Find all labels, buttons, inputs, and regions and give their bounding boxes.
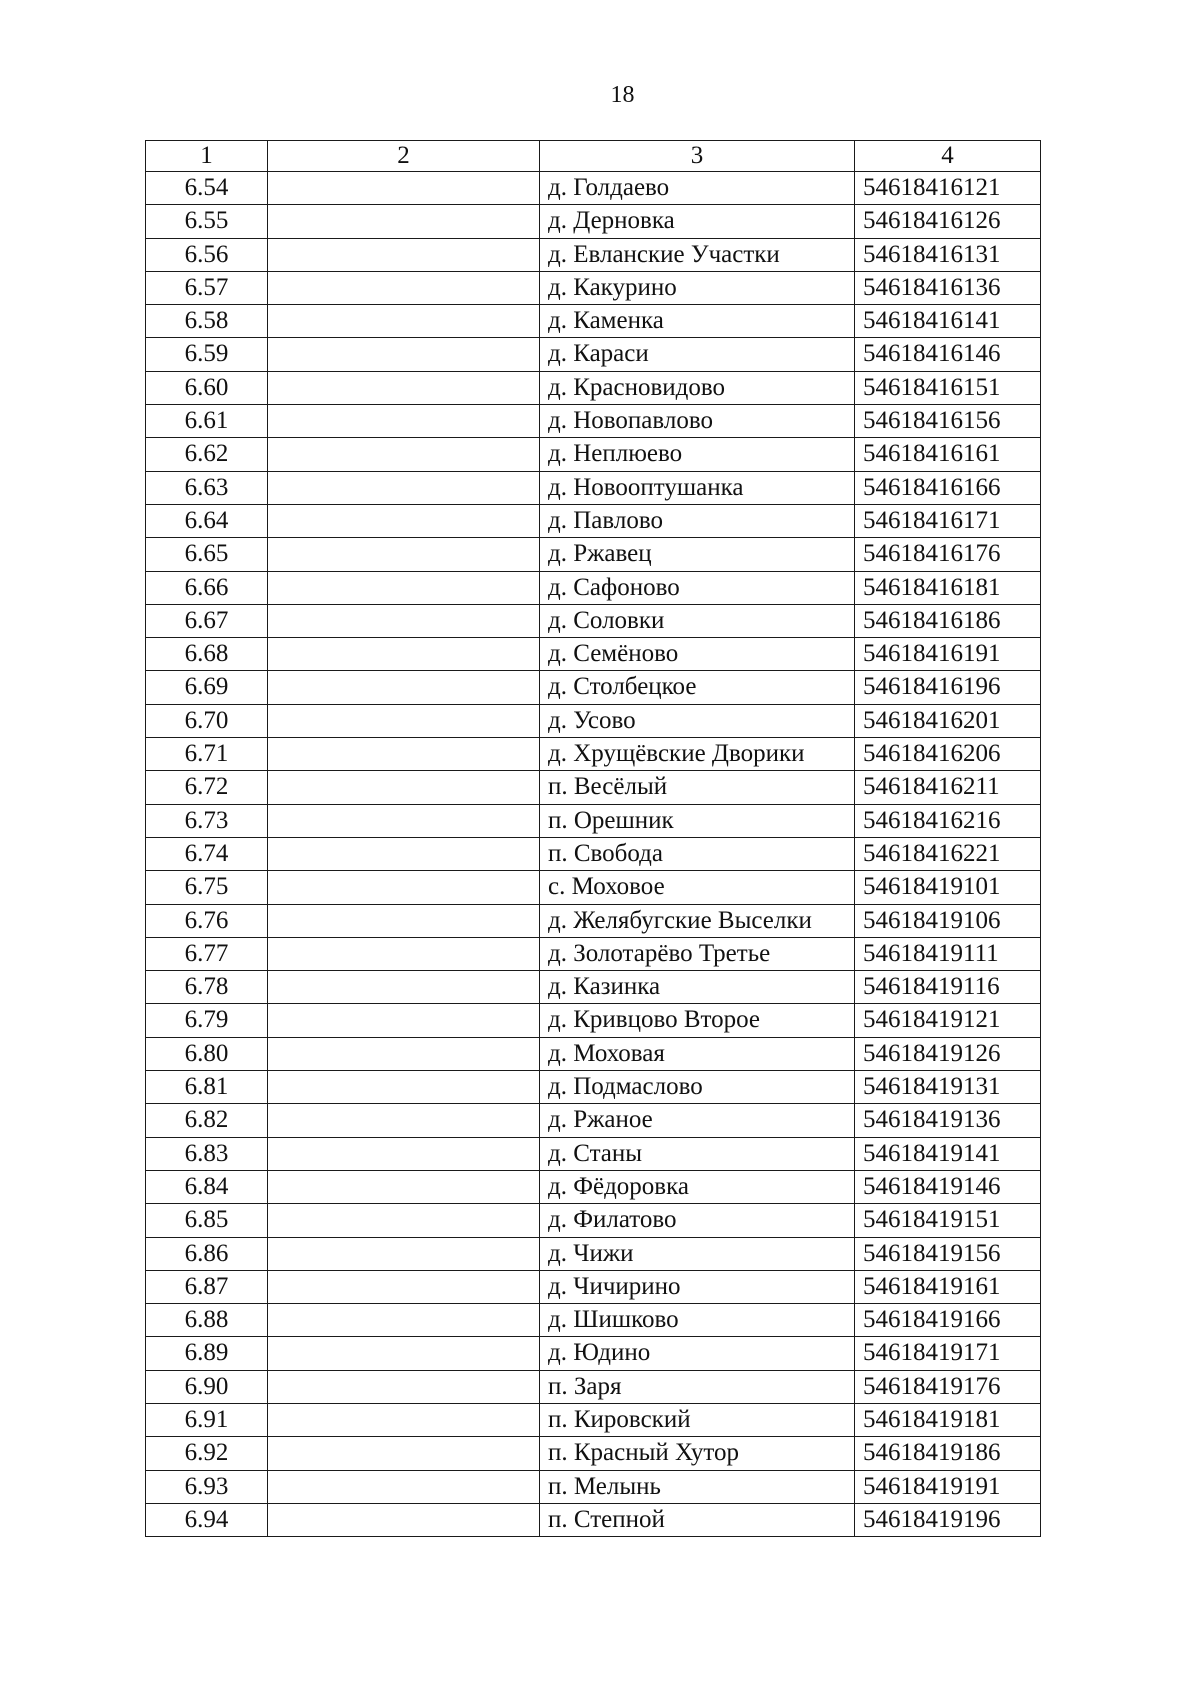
row-number-cell: 6.56 <box>146 238 268 271</box>
oktmo-code-cell: 54618419136 <box>855 1104 1041 1137</box>
row-column-2-cell <box>268 1137 540 1170</box>
settlement-name-cell: д. Кривцово Второе <box>540 1004 855 1037</box>
settlement-name-cell: д. Моховая <box>540 1037 855 1070</box>
table-row <box>146 271 1041 304</box>
row-number-cell: 6.91 <box>146 1403 268 1436</box>
row-number-cell: 6.79 <box>146 1004 268 1037</box>
settlement-name-cell: д. Фёдоровка <box>540 1170 855 1203</box>
settlement-name-cell: с. Моховое <box>540 871 855 904</box>
table-row <box>146 1304 1041 1337</box>
row-number-cell: 6.61 <box>146 405 268 438</box>
settlement-name-cell: д. Желябугские Выселки <box>540 904 855 937</box>
table-row <box>146 1370 1041 1403</box>
settlement-name-cell: п. Мелынь <box>540 1470 855 1503</box>
table-row <box>146 638 1041 671</box>
oktmo-code-cell: 54618419101 <box>855 871 1041 904</box>
table-row <box>146 971 1041 1004</box>
oktmo-code-cell: 54618419106 <box>855 904 1041 937</box>
oktmo-code-cell: 54618419146 <box>855 1170 1041 1203</box>
table-row <box>146 1037 1041 1070</box>
settlement-name-cell: д. Сафоново <box>540 571 855 604</box>
settlement-name-cell: д. Ржавец <box>540 538 855 571</box>
oktmo-code-cell: 54618416161 <box>855 438 1041 471</box>
row-column-2-cell <box>268 1004 540 1037</box>
row-number-cell: 6.68 <box>146 638 268 671</box>
oktmo-code-cell: 54618416166 <box>855 471 1041 504</box>
row-column-2-cell <box>268 971 540 1004</box>
row-column-2-cell <box>268 371 540 404</box>
row-number-cell: 6.62 <box>146 438 268 471</box>
table-row <box>146 305 1041 338</box>
row-number-cell: 6.81 <box>146 1071 268 1104</box>
row-column-2-cell <box>268 1403 540 1436</box>
oktmo-code-cell: 54618419121 <box>855 1004 1041 1037</box>
oktmo-code-cell: 54618416176 <box>855 538 1041 571</box>
table-row <box>146 1270 1041 1303</box>
row-number-cell: 6.74 <box>146 837 268 870</box>
settlement-name-cell: д. Ржаное <box>540 1104 855 1137</box>
oktmo-code-cell: 54618419141 <box>855 1137 1041 1170</box>
oktmo-code-cell: 54618419131 <box>855 1071 1041 1104</box>
table-row <box>146 405 1041 438</box>
oktmo-code-cell: 54618416171 <box>855 504 1041 537</box>
table-header <box>146 141 1041 172</box>
row-column-2-cell <box>268 837 540 870</box>
row-column-2-cell <box>268 1237 540 1270</box>
table-row <box>146 804 1041 837</box>
row-number-cell: 6.60 <box>146 371 268 404</box>
oktmo-code-cell: 54618416221 <box>855 837 1041 870</box>
table-row <box>146 1237 1041 1270</box>
row-number-cell: 6.84 <box>146 1170 268 1203</box>
settlement-name-cell: д. Станы <box>540 1137 855 1170</box>
settlement-name-cell: д. Столбецкое <box>540 671 855 704</box>
row-column-2-cell <box>268 871 540 904</box>
settlement-name-cell: п. Степной <box>540 1503 855 1536</box>
row-number-cell: 6.67 <box>146 604 268 637</box>
row-column-2-cell <box>268 238 540 271</box>
row-number-cell: 6.70 <box>146 704 268 737</box>
oktmo-code-cell: 54618419181 <box>855 1403 1041 1436</box>
oktmo-code-cell: 54618416206 <box>855 738 1041 771</box>
column-header-2: 2 <box>268 141 540 172</box>
row-number-cell: 6.89 <box>146 1337 268 1370</box>
settlements-table <box>145 140 1041 1537</box>
row-number-cell: 6.71 <box>146 738 268 771</box>
table-row <box>146 338 1041 371</box>
row-number-cell: 6.83 <box>146 1137 268 1170</box>
row-number-cell: 6.57 <box>146 271 268 304</box>
oktmo-code-cell: 54618416121 <box>855 172 1041 205</box>
oktmo-code-cell: 54618416126 <box>855 205 1041 238</box>
table-row <box>146 504 1041 537</box>
table-row <box>146 1337 1041 1370</box>
oktmo-code-cell: 54618416216 <box>855 804 1041 837</box>
settlement-name-cell: д. Караси <box>540 338 855 371</box>
table-row <box>146 1204 1041 1237</box>
settlement-name-cell: д. Филатово <box>540 1204 855 1237</box>
row-number-cell: 6.69 <box>146 671 268 704</box>
row-column-2-cell <box>268 1270 540 1303</box>
settlement-name-cell: д. Павлово <box>540 504 855 537</box>
row-number-cell: 6.73 <box>146 804 268 837</box>
row-column-2-cell <box>268 438 540 471</box>
oktmo-code-cell: 54618419176 <box>855 1370 1041 1403</box>
oktmo-code-cell: 54618419166 <box>855 1304 1041 1337</box>
page-number: 18 <box>610 82 635 108</box>
row-number-cell: 6.93 <box>146 1470 268 1503</box>
oktmo-code-cell: 54618419186 <box>855 1437 1041 1470</box>
oktmo-code-cell: 54618419111 <box>855 937 1041 970</box>
row-column-2-cell <box>268 1304 540 1337</box>
settlement-name-cell: д. Шишково <box>540 1304 855 1337</box>
row-number-cell: 6.76 <box>146 904 268 937</box>
settlement-name-cell: д. Какурино <box>540 271 855 304</box>
row-column-2-cell <box>268 538 540 571</box>
settlement-name-cell: д. Новооптушанка <box>540 471 855 504</box>
column-header-1: 1 <box>146 141 268 172</box>
row-number-cell: 6.78 <box>146 971 268 1004</box>
settlement-name-cell: д. Красновидово <box>540 371 855 404</box>
column-header-3: 3 <box>540 141 855 172</box>
row-number-cell: 6.88 <box>146 1304 268 1337</box>
row-number-cell: 6.80 <box>146 1037 268 1070</box>
row-number-cell: 6.59 <box>146 338 268 371</box>
row-number-cell: 6.72 <box>146 771 268 804</box>
oktmo-code-cell: 54618416141 <box>855 305 1041 338</box>
table-row <box>146 1503 1041 1536</box>
settlement-name-cell: д. Подмаслово <box>540 1071 855 1104</box>
table-row <box>146 371 1041 404</box>
oktmo-code-cell: 54618419151 <box>855 1204 1041 1237</box>
table-row <box>146 1104 1041 1137</box>
table-row <box>146 937 1041 970</box>
settlement-name-cell: д. Каменка <box>540 305 855 338</box>
settlement-name-cell: д. Чичирино <box>540 1270 855 1303</box>
row-number-cell: 6.64 <box>146 504 268 537</box>
row-number-cell: 6.90 <box>146 1370 268 1403</box>
row-column-2-cell <box>268 405 540 438</box>
row-column-2-cell <box>268 1204 540 1237</box>
row-number-cell: 6.82 <box>146 1104 268 1137</box>
table-row <box>146 771 1041 804</box>
row-column-2-cell <box>268 471 540 504</box>
oktmo-code-cell: 54618416201 <box>855 704 1041 737</box>
row-number-cell: 6.65 <box>146 538 268 571</box>
oktmo-code-cell: 54618419171 <box>855 1337 1041 1370</box>
settlement-name-cell: п. Весёлый <box>540 771 855 804</box>
settlement-name-cell: д. Голдаево <box>540 172 855 205</box>
row-column-2-cell <box>268 671 540 704</box>
oktmo-code-cell: 54618416181 <box>855 571 1041 604</box>
table-row <box>146 604 1041 637</box>
row-number-cell: 6.63 <box>146 471 268 504</box>
settlement-name-cell: п. Красный Хутор <box>540 1437 855 1470</box>
table-row <box>146 538 1041 571</box>
row-column-2-cell <box>268 1437 540 1470</box>
row-column-2-cell <box>268 704 540 737</box>
row-column-2-cell <box>268 1071 540 1104</box>
settlement-name-cell: п. Орешник <box>540 804 855 837</box>
row-number-cell: 6.77 <box>146 937 268 970</box>
table-row <box>146 172 1041 205</box>
settlement-name-cell: д. Новопавлово <box>540 405 855 438</box>
row-number-cell: 6.58 <box>146 305 268 338</box>
oktmo-code-cell: 54618416136 <box>855 271 1041 304</box>
row-number-cell: 6.86 <box>146 1237 268 1270</box>
table-row <box>146 738 1041 771</box>
oktmo-code-cell: 54618416196 <box>855 671 1041 704</box>
table-body <box>146 172 1041 1537</box>
oktmo-code-cell: 54618419161 <box>855 1270 1041 1303</box>
table-row <box>146 1170 1041 1203</box>
row-column-2-cell <box>268 804 540 837</box>
settlement-name-cell: д. Золотарёво Третье <box>540 937 855 970</box>
oktmo-code-cell: 54618419196 <box>855 1503 1041 1536</box>
row-column-2-cell <box>268 638 540 671</box>
table-row <box>146 871 1041 904</box>
table-row <box>146 1437 1041 1470</box>
row-column-2-cell <box>268 904 540 937</box>
oktmo-code-cell: 54618416211 <box>855 771 1041 804</box>
row-column-2-cell <box>268 1037 540 1070</box>
row-column-2-cell <box>268 1104 540 1137</box>
settlement-name-cell: д. Дерновка <box>540 205 855 238</box>
settlement-name-cell: д. Евланские Участки <box>540 238 855 271</box>
oktmo-code-cell: 54618416131 <box>855 238 1041 271</box>
row-column-2-cell <box>268 1470 540 1503</box>
row-number-cell: 6.66 <box>146 571 268 604</box>
row-column-2-cell <box>268 172 540 205</box>
oktmo-code-cell: 54618416151 <box>855 371 1041 404</box>
settlement-name-cell: д. Казинка <box>540 971 855 1004</box>
settlement-name-cell: д. Усово <box>540 704 855 737</box>
row-column-2-cell <box>268 1503 540 1536</box>
oktmo-code-cell: 54618419156 <box>855 1237 1041 1270</box>
oktmo-code-cell: 54618416191 <box>855 638 1041 671</box>
settlement-name-cell: д. Соловки <box>540 604 855 637</box>
row-column-2-cell <box>268 271 540 304</box>
oktmo-code-cell: 54618416186 <box>855 604 1041 637</box>
oktmo-code-cell: 54618419116 <box>855 971 1041 1004</box>
row-number-cell: 6.54 <box>146 172 268 205</box>
oktmo-code-cell: 54618419191 <box>855 1470 1041 1503</box>
table-row <box>146 1071 1041 1104</box>
row-number-cell: 6.75 <box>146 871 268 904</box>
row-number-cell: 6.87 <box>146 1270 268 1303</box>
oktmo-code-cell: 54618419126 <box>855 1037 1041 1070</box>
row-column-2-cell <box>268 604 540 637</box>
row-column-2-cell <box>268 1370 540 1403</box>
table-row <box>146 471 1041 504</box>
table-row <box>146 571 1041 604</box>
row-column-2-cell <box>268 571 540 604</box>
settlement-name-cell: д. Семёново <box>540 638 855 671</box>
row-column-2-cell <box>268 504 540 537</box>
row-column-2-cell <box>268 937 540 970</box>
row-column-2-cell <box>268 338 540 371</box>
settlement-name-cell: д. Юдино <box>540 1337 855 1370</box>
table-row <box>146 238 1041 271</box>
settlement-name-cell: п. Заря <box>540 1370 855 1403</box>
table-row <box>146 1470 1041 1503</box>
row-number-cell: 6.85 <box>146 1204 268 1237</box>
oktmo-code-cell: 54618416156 <box>855 405 1041 438</box>
table-row <box>146 1137 1041 1170</box>
table-row <box>146 205 1041 238</box>
row-number-cell: 6.55 <box>146 205 268 238</box>
settlement-name-cell: п. Кировский <box>540 1403 855 1436</box>
row-column-2-cell <box>268 771 540 804</box>
settlement-name-cell: п. Свобода <box>540 837 855 870</box>
row-column-2-cell <box>268 738 540 771</box>
table-row <box>146 1403 1041 1436</box>
oktmo-code-cell: 54618416146 <box>855 338 1041 371</box>
table-row <box>146 438 1041 471</box>
table-row <box>146 837 1041 870</box>
row-column-2-cell <box>268 205 540 238</box>
settlement-name-cell: д. Чижи <box>540 1237 855 1270</box>
row-column-2-cell <box>268 1170 540 1203</box>
header-row <box>146 141 1041 172</box>
table-row <box>146 671 1041 704</box>
table-row <box>146 904 1041 937</box>
row-number-cell: 6.94 <box>146 1503 268 1536</box>
settlement-name-cell: д. Неплюево <box>540 438 855 471</box>
column-header-4: 4 <box>855 141 1041 172</box>
row-column-2-cell <box>268 305 540 338</box>
table-row <box>146 704 1041 737</box>
settlement-name-cell: д. Хрущёвские Дворики <box>540 738 855 771</box>
table-row <box>146 1004 1041 1037</box>
row-column-2-cell <box>268 1337 540 1370</box>
row-number-cell: 6.92 <box>146 1437 268 1470</box>
